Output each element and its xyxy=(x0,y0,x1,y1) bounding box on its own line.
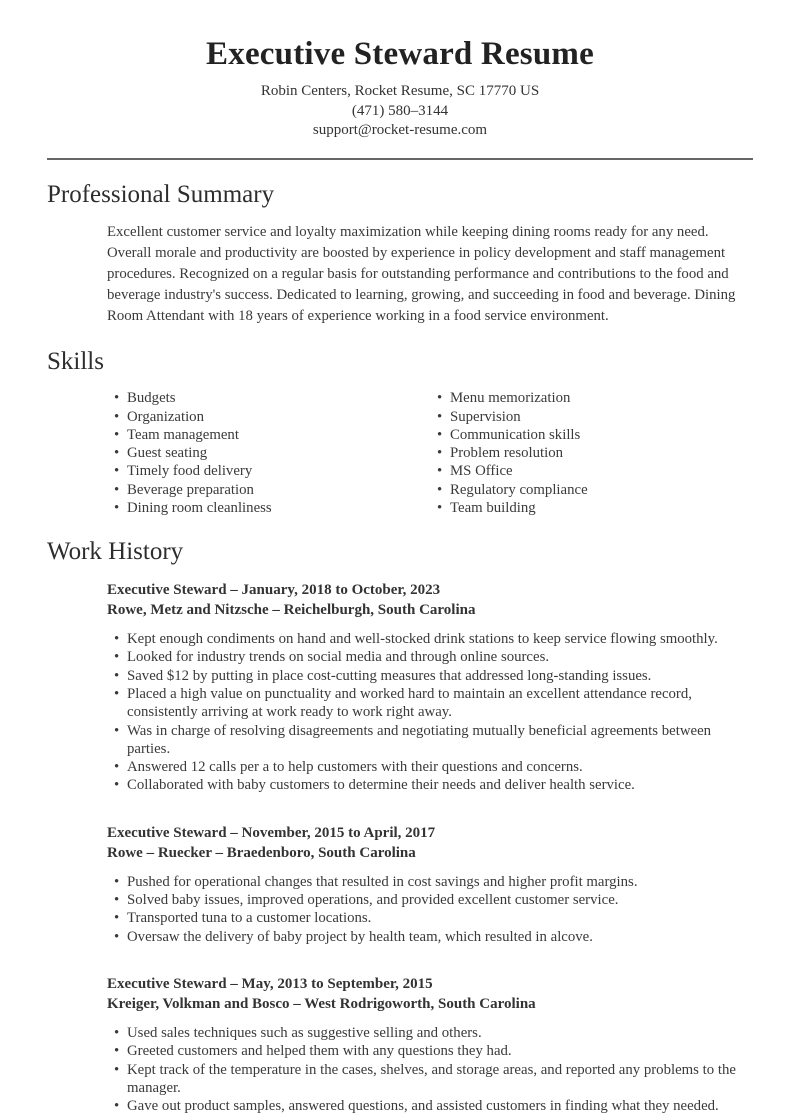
skill-item: • Guest seating xyxy=(107,444,430,462)
skill-item: • Team building xyxy=(430,499,753,517)
job-bullet: • Placed a high value on punctuality and worked hard to maintain an excellent attendance record, consistently arriving at work ready to work right away. xyxy=(107,685,745,722)
skill-item: • Regulatory compliance xyxy=(430,481,753,499)
job-bullet: • Was in charge of resolving disagreements and negotiating mutually beneficial agreements between parties. xyxy=(107,722,745,759)
job-bullet: • Transported tuna to a customer locations. xyxy=(107,909,745,927)
contact-email: support@rocket-resume.com xyxy=(312,122,488,139)
resume-title: Executive Steward Resume xyxy=(206,36,594,72)
job-bullet: • Kept track of the temperature in the cases, shelves, and storage areas, and reported any problems to the manager. xyxy=(107,1061,745,1098)
job-bullet: • Answered 12 calls per a to help customers with their questions and concerns. xyxy=(107,758,745,776)
summary-heading: Professional Summary xyxy=(47,180,275,208)
job-entry xyxy=(107,823,753,946)
section-skills xyxy=(47,327,753,518)
skill-item: • MS Office xyxy=(430,462,753,480)
skill-item: • Supervision xyxy=(430,408,753,426)
job-company-line: Rowe, Metz and Nitzsche – Reichelburgh, South Carolina xyxy=(107,602,476,619)
section-professional-summary xyxy=(47,160,753,327)
contact-address: Robin Centers, Rocket Resume, SC 17770 US xyxy=(260,83,540,100)
job-bullet-list xyxy=(107,630,745,795)
skill-item: • Organization xyxy=(107,408,430,426)
skill-item: • Problem resolution xyxy=(430,444,753,462)
job-bullet: • Gave out product samples, answered questions, and assisted customers in finding what they needed. xyxy=(107,1097,745,1115)
job-bullet-list xyxy=(107,1024,745,1115)
job-entry xyxy=(107,580,753,795)
skill-item: • Menu memorization xyxy=(430,389,753,407)
job-bullet: • Used sales techniques such as suggestive selling and others. xyxy=(107,1024,745,1042)
resume-header xyxy=(47,0,753,141)
section-work-history xyxy=(47,517,753,1115)
skill-item: • Timely food delivery xyxy=(107,462,430,480)
skill-item: • Team management xyxy=(107,426,430,444)
job-bullet: • Saved $12 by putting in place cost-cutting measures that addressed long-standing issues. xyxy=(107,667,745,685)
skill-item: • Budgets xyxy=(107,389,430,407)
work-history-heading: Work History xyxy=(47,538,184,566)
job-bullet: • Looked for industry trends on social media and through online sources. xyxy=(107,648,745,666)
job-title-line: Executive Steward – November, 2015 to April, 2017 xyxy=(107,824,436,841)
summary-text: Excellent customer service and loyalty maximization while keeping dining rooms ready for any need. Overall morale and productivity are boosted by experience in policy development and staff management procedures. Recognized on a regular basis for outstanding performance and contributions to the food and beverage industry's success. Dedicated to learning, growing, and succeeding in food and beverage. Dining Room Attendant with 18 years of experience working in a food service environment. xyxy=(107,223,736,324)
contact-phone: (471) 580–3144 xyxy=(351,102,449,119)
skill-item: • Communication skills xyxy=(430,426,753,444)
job-company-line: Rowe – Ruecker – Braedenboro, South Carolina xyxy=(107,844,416,861)
job-entry xyxy=(107,974,753,1115)
skills-column-right xyxy=(430,389,753,517)
job-bullet: • Solved baby issues, improved operations, and provided excellent customer service. xyxy=(107,891,745,909)
job-title-line: Executive Steward – May, 2013 to September, 2015 xyxy=(107,975,433,992)
job-bullet: • Pushed for operational changes that resulted in cost savings and higher profit margins. xyxy=(107,873,745,891)
job-company-line: Kreiger, Volkman and Bosco – West Rodrigoworth, South Carolina xyxy=(107,995,536,1012)
contact-info xyxy=(47,82,753,141)
job-bullet: • Collaborated with baby customers to determine their needs and deliver health service. xyxy=(107,776,745,794)
skill-item: • Beverage preparation xyxy=(107,481,430,499)
skill-item: • Dining room cleanliness xyxy=(107,499,430,517)
skills-column-left xyxy=(107,389,430,517)
job-title-line: Executive Steward – January, 2018 to October, 2023 xyxy=(107,582,441,599)
job-bullet-list xyxy=(107,873,745,946)
skills-heading: Skills xyxy=(47,347,104,375)
skills-columns xyxy=(107,389,753,517)
job-bullet: • Kept enough condiments on hand and well-stocked drink stations to keep service flowing smoothly. xyxy=(107,630,745,648)
job-bullet: • Greeted customers and helped them with any questions they had. xyxy=(107,1042,745,1060)
job-bullet: • Oversaw the delivery of baby project by health team, which resulted in alcove. xyxy=(107,928,745,946)
